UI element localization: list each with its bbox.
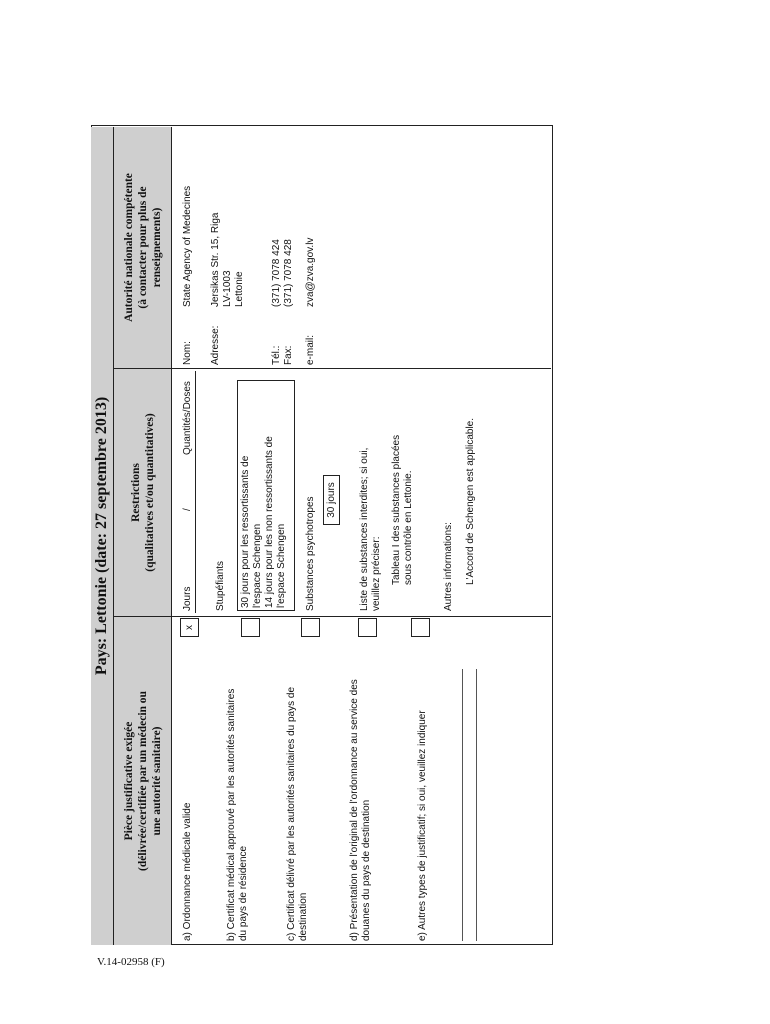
doc-d-checkbox[interactable] <box>358 618 377 637</box>
psychotropes-label: Substances psychotropes <box>305 496 316 611</box>
doc-b-label: b) Certificat médical approuvé par les autorités sanitaires <box>226 688 237 941</box>
tel-label: Tél.: <box>271 345 282 365</box>
header-authority <box>114 127 172 368</box>
tel-value: (371) 7078 424 <box>271 239 282 307</box>
document-reference: V.14-02958 (F) <box>97 956 165 968</box>
header-authority-line: Autorité nationale compétente <box>122 173 135 322</box>
doc-a-label: a) Ordonnance médicale valide <box>182 802 193 941</box>
adresse-label: Adresse: <box>210 325 221 365</box>
email-value[interactable]: zva@zva.gov.lv <box>305 237 316 307</box>
header-authority-line: renseignements) <box>150 207 163 288</box>
doc-c-label: c) Certificat délivré par les autorités sanitaires du pays de <box>286 686 297 941</box>
tableau-text: sous contrôle en Lettonie. <box>403 470 414 585</box>
doc-c-checkbox[interactable] <box>301 618 320 637</box>
stupefiants-line: 14 jours pour les non ressortissants de <box>264 436 275 608</box>
slash-separator: / <box>182 508 193 511</box>
column-divider <box>171 368 551 369</box>
autres-label: Autres informations: <box>443 522 454 611</box>
doc-e-input-line[interactable] <box>462 669 463 941</box>
header-restrictions <box>114 368 172 616</box>
table-title: Pays: Lettonie (date: 27 septembre 2013) <box>91 127 114 945</box>
doc-e-checkbox[interactable] <box>411 618 430 637</box>
header-document-line: (délivrée/certifiée par un médecin ou <box>136 691 149 871</box>
doc-d-label: douanes du pays de destination <box>361 799 372 941</box>
column-divider <box>171 616 551 617</box>
tableau-text: Tableau I des substances placées <box>391 434 402 585</box>
nom-value: State Agency of Medecines <box>182 185 193 307</box>
nom-label: Nom: <box>182 341 193 365</box>
doc-c-label: destination <box>298 892 309 941</box>
fax-value: (371) 7078 428 <box>283 239 294 307</box>
quantites-label: Quantités/Doses <box>182 381 193 455</box>
header-document <box>114 616 172 945</box>
stupefiants-line: l'espace Schengen <box>252 523 263 608</box>
stupefiants-line: l'espace Schengen <box>276 523 287 608</box>
autres-value: L'Accord de Schengen est applicable. <box>465 417 476 585</box>
liste-label: veuillez préciser: <box>371 536 382 611</box>
doc-b-checkbox[interactable] <box>241 618 260 637</box>
adresse-line: Lettonie <box>234 271 245 307</box>
stupefiants-label: Stupéfiants <box>215 560 226 611</box>
adresse-line: LV-1003 <box>222 270 233 307</box>
doc-e-input-line[interactable] <box>476 669 477 941</box>
header-restrictions-line: Restrictions <box>129 463 142 522</box>
jours-label: Jours <box>182 586 193 611</box>
header-authority-line: (à contacter pour plus de <box>136 186 149 309</box>
doc-b-label: du pays de résidence <box>238 845 249 941</box>
stupefiants-line: 30 jours pour les ressortissants de <box>240 455 251 608</box>
header-restrictions-line: (qualitatives et/ou quantitatives) <box>143 413 156 572</box>
doc-e-label: e) Autres types de justificatif; si oui, veuillez indiquer <box>417 710 428 941</box>
fax-label: Fax: <box>283 345 294 365</box>
psychotropes-value-box: 30 jours <box>323 475 340 525</box>
jours-underline <box>195 371 196 613</box>
country-table <box>91 125 553 945</box>
header-document-line: une autorité sanitaire) <box>150 726 163 836</box>
liste-label: Liste de substances interdites; si oui, <box>359 447 370 611</box>
header-document-line: Pièce justificative exigée <box>122 721 135 841</box>
email-label: e-mail: <box>305 334 316 365</box>
doc-d-label: d) Présentation de l'original de l'ordonnance au service des <box>349 679 360 941</box>
doc-a-checkbox[interactable]: x <box>180 618 199 637</box>
adresse-line: Jersikas Str. 15, Riga <box>210 212 221 307</box>
